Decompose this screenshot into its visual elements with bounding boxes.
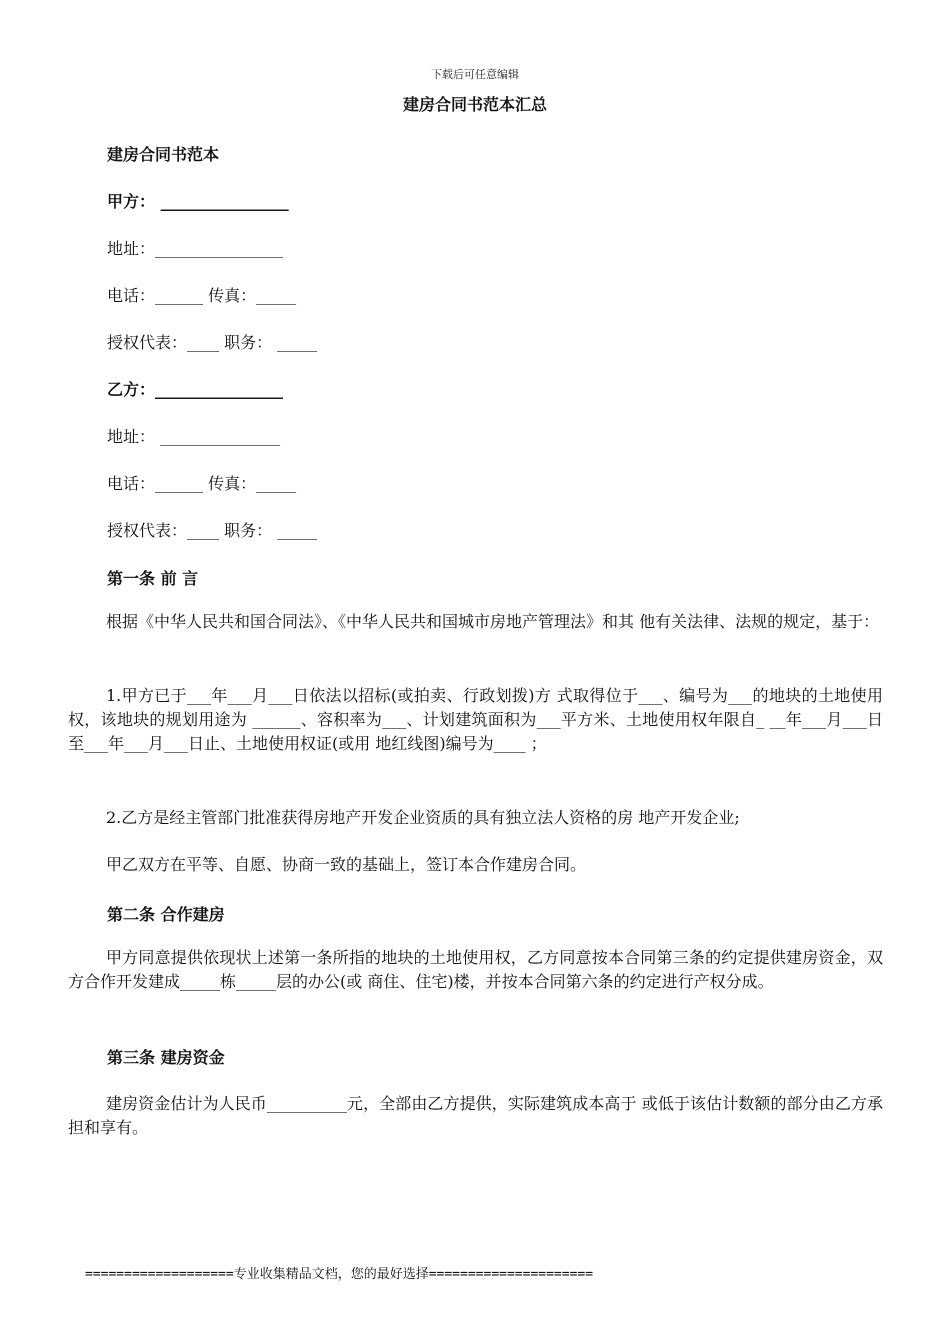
party-b-representative: 授权代表：____ 职务： _____ xyxy=(107,521,318,540)
article-2-text: 甲方同意提供依现状上述第一条所指的地块的土地使用权，乙方同意按本合同第三条的约定提供建房资金，双方合作开发建成_____栋_____层的办公(或 商住、住宅)楼，并按本合同第六条的约定进行产权分成。 xyxy=(68,948,883,991)
article-2-heading: 第二条 合作建房 xyxy=(107,905,225,924)
party-b-phone-fax: 电话：______ 传真：_____ xyxy=(107,474,297,493)
contract-subtitle: 建房合同书范本 xyxy=(107,145,220,164)
article-3-text: 建房资金估计为人民币__________元，全部由乙方提供，实际建筑成本高于 或低于该估计数额的部分由乙方承担和享有。 xyxy=(68,1094,883,1137)
header-note: 下载后可任意编辑 xyxy=(431,68,519,81)
party-b-name: 乙方：________________ xyxy=(107,380,284,399)
party-a-phone-fax: 电话：______ 传真：_____ xyxy=(107,286,297,305)
article-3-heading: 第三条 建房资金 xyxy=(107,1048,225,1067)
party-b-address: 地址： _______________ xyxy=(107,427,281,446)
article-1-agreement: 甲乙双方在平等、自愿、协商一致的基础上，签订本合作建房合同。 xyxy=(106,855,587,874)
document-title: 建房合同书范本汇总 xyxy=(402,95,547,114)
party-a-address: 地址：________________ xyxy=(107,239,284,258)
party-a-representative: 授权代表：____ 职务： _____ xyxy=(107,333,318,352)
article-1-heading: 第一条 前 言 xyxy=(107,569,199,588)
article-1-item-1: 1.甲方已于___年___月___日依法以招标(或拍卖、行政划拨)方 式取得位于___、编号为___的地块的土地使用权，该地块的规划用途为 ______、容积率为___、计划建筑面积为___平方米、土地使用权年限自_ __年___月___日至___年___月___日止、土地使用权证(或用 地红线图)编号为____ ； xyxy=(68,686,883,753)
article-1-intro: 根据《中华人民共和国合同法》、《中华人民共和国城市房地产管理法》和其 他有关法律、法规的规定，基于： xyxy=(106,612,880,631)
party-a-name: 甲方： ________________ xyxy=(107,192,289,211)
article-1-item-2: 2.乙方是经主管部门批准获得房地产开发企业资质的具有独立法人资格的房 地产开发企业; xyxy=(106,808,740,827)
page-footer: ===================专业收集精品文档，您的最好选择===================== xyxy=(85,1267,594,1282)
